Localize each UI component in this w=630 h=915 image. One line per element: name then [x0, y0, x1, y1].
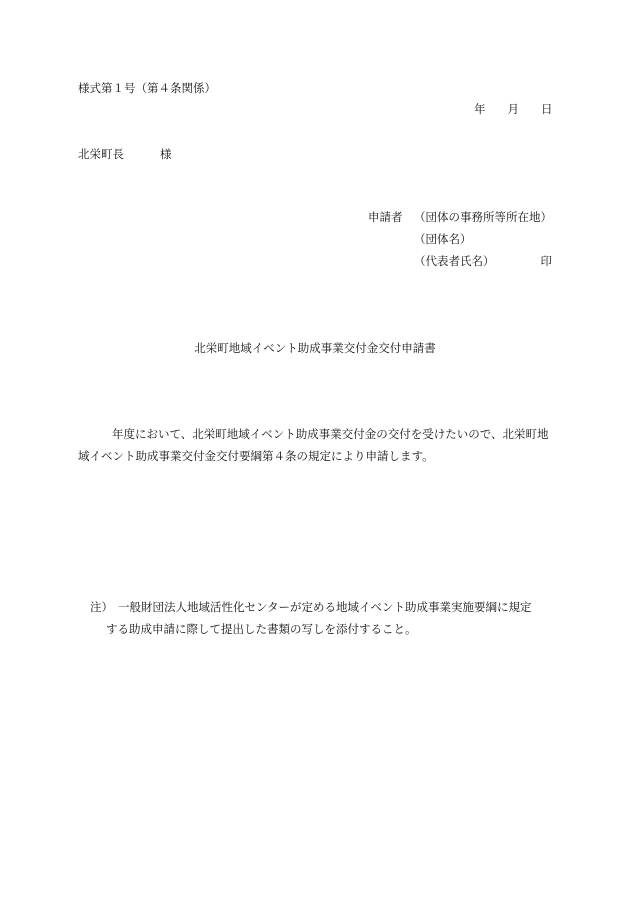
applicant-address-field: （団体の事務所等所在地） [414, 210, 552, 224]
representative-label: （代表者氏名） [414, 254, 495, 268]
applicant-organization-field: （団体名） [414, 232, 472, 246]
addressee-name: 北栄町長 [78, 147, 124, 161]
addressee-honorific: 様 [160, 147, 172, 161]
body-paragraph [78, 423, 562, 467]
form-number: 様式第１号（第４条関係） [78, 81, 216, 95]
body-line-1: 年度において、北栄町地域イベント助成事業交付金の交付を受けたいので、北栄町地 [112, 427, 549, 441]
note-line-2: する助成申請に際して提出した書類の写しを添付すること。 [106, 622, 417, 636]
applicant-representative-field [414, 253, 552, 269]
date-day-label: 日 [541, 102, 553, 116]
seal-mark: 印 [540, 254, 552, 268]
note-line-1: 一般財団法人地域活性化センターが定める地域イベント助成事業実施要綱に規定 [118, 600, 532, 614]
date-month-label: 月 [507, 102, 519, 116]
addressee [78, 146, 172, 162]
applicant-label: 申請者 [368, 210, 403, 224]
note-section [90, 596, 570, 640]
document-title: 北栄町地域イベント助成事業交付金交付申請書 [194, 341, 436, 355]
body-line-2: 域イベント助成事業交付金交付要綱第４条の規定により申請します。 [78, 449, 434, 463]
date-line [474, 101, 553, 117]
date-year-label: 年 [474, 102, 486, 116]
note-label: 注） [90, 600, 113, 614]
